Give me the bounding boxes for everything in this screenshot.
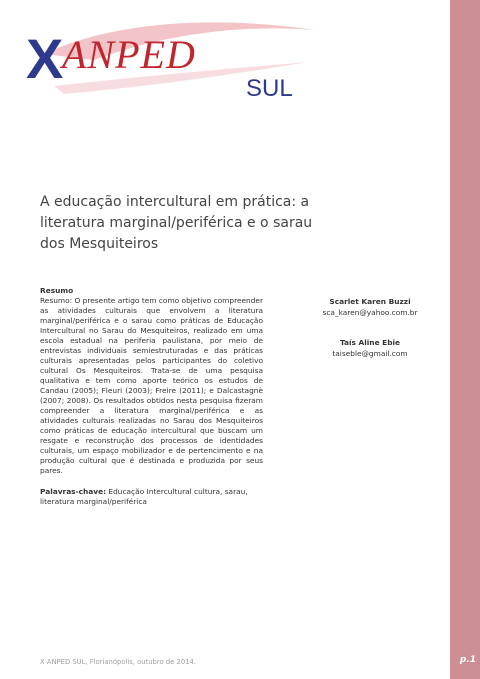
abstract-heading: Resumo [40,286,74,295]
page-footer: X ANPED SUL, Florianópolis, outubro de 2014. [40,658,196,666]
page-title: A educação intercultural em prática: a literatura marginal/periférica e o sarau dos Mesquiteiros [40,194,313,252]
keywords-values: Educação Intercultural cultura, sarau, literatura marginal/periférica [40,487,248,506]
logo-sub-text: SUL [246,75,293,102]
author-name: Scarlet Karen Buzzi [329,297,411,306]
author-entry [300,337,440,359]
anped-sul-logo [24,16,324,106]
author-email[interactable]: sca_karen@yahoo.com.br [322,308,418,317]
side-color-band [450,0,480,679]
author-name: Taís Aline Ebie [339,338,401,347]
logo-letter-x: X [26,27,64,90]
authors-block [300,296,440,359]
keywords [40,487,263,507]
abstract-text: Resumo: O presente artigo tem como objetivo compreender as atividades culturais que envolvem a literatura marginal/periférica e o sarau como práticas de Educação Intercultural no Sarau do Mesquiteiros, realizado em uma escola estadual na periferia paulistana, por meio de entrevistas individuais semiestruturadas e das práticas culturais apresentadas pelos participantes do coletivo cultural Os Mesquiteiros. Trata-se de uma pesquisa qualitativa e tem como aporte teórico os estudos de Candau (2005); Fleuri (2003); Freire (2011); e Dalcastagnè (2007; 2008). Os resultados obtidos nesta pesquisa fizeram compreender a literatura marginal/periférica e as atividades culturais realizadas no Sarau dos Mesquiteiros como práticas de educação intercultural que buscam um resgate e reconstrução dos processos de identidades culturais, um espaço mobilizador e de pertencimento e na produção cultural que é destinada e produzida por seus pares. [40,296,263,475]
keywords-label: Palavras-chave: [40,487,107,496]
page-number: p.1 [459,655,476,665]
author-entry [300,296,440,318]
author-email[interactable]: taiseble@gmail.com [332,349,408,358]
logo-main-text: ANPED [62,32,196,77]
abstract-section [40,286,263,507]
